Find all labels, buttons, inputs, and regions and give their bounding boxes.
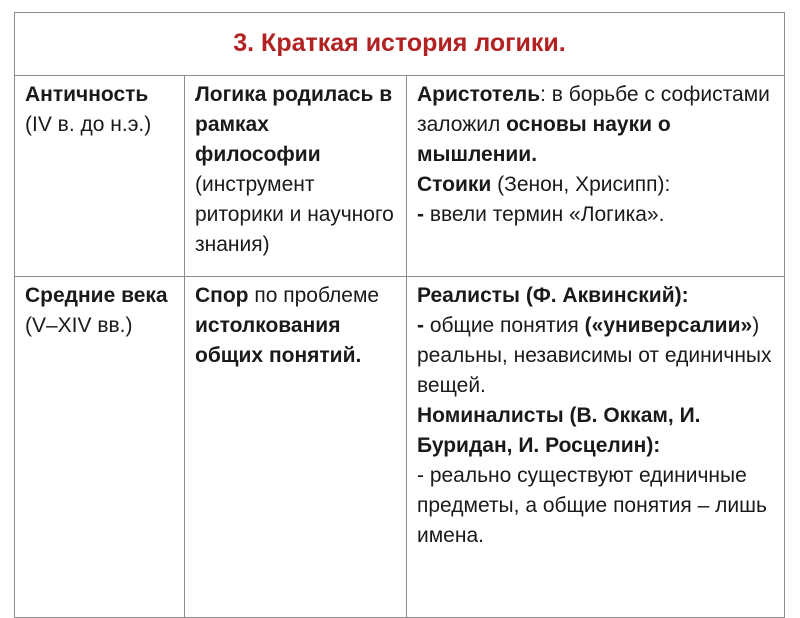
period-cell <box>15 76 185 277</box>
stoics-paragraph <box>417 170 776 200</box>
aristotle-text: : в борьбе с софистами заложил <box>417 83 770 136</box>
title-row <box>15 13 785 76</box>
essence-normal: по проблеме <box>248 284 380 307</box>
title-cell <box>15 13 785 76</box>
realists-heading: Реалисты (Ф. Аквинский): <box>417 284 689 307</box>
nominalists-heading: Номиналисты (В. Оккам, И. Буридан, И. Росцелин): <box>417 404 701 457</box>
stoics-name: Стоики <box>417 173 492 196</box>
essence-bold: Логика родилась в рамках философии <box>195 83 393 166</box>
essence-normal: (инструмент риторики и научного знания) <box>195 173 394 256</box>
realists-text1: общие понятия <box>429 314 585 337</box>
period-name: Средние века <box>25 284 168 307</box>
essence-cell <box>185 277 407 618</box>
history-table <box>14 12 785 618</box>
period-dates: (IV в. до н.э.) <box>25 113 152 136</box>
realists-text2: ) реальны, независимы от единичных вещей. <box>417 314 772 397</box>
stoics-term-text: ввели термин «Логика». <box>429 203 665 226</box>
essence-bold-dispute: Спор <box>195 284 249 307</box>
stoics-text: (Зенон, Хрисипп): <box>491 173 671 196</box>
table-row-middle-ages <box>15 277 785 618</box>
essence-bold-interpretation: истолкования общих понятий. <box>195 314 362 367</box>
essence-cell <box>185 76 407 277</box>
aristotle-paragraph <box>417 80 776 170</box>
realists-dash: - <box>417 314 430 337</box>
stoics-term-paragraph <box>417 200 776 230</box>
nominalists-text: - реально существуют единичные предметы, а общие понятия – лишь имена. <box>417 464 767 547</box>
figures-cell <box>407 76 785 277</box>
realists-paragraph <box>417 311 776 401</box>
period-dates: (V–XIV вв.) <box>25 314 133 337</box>
aristotle-name: Аристотель <box>417 83 541 106</box>
table-row-antiquity <box>15 76 785 277</box>
stoics-dash: - <box>417 203 430 226</box>
period-name: Античность <box>25 83 149 106</box>
slide-title: 3. Краткая история логики. <box>233 29 566 57</box>
aristotle-bold: основы науки о мышлении. <box>417 113 671 166</box>
realists-bold: («универсалии» <box>584 314 753 337</box>
figures-cell <box>407 277 785 618</box>
period-cell <box>15 277 185 618</box>
